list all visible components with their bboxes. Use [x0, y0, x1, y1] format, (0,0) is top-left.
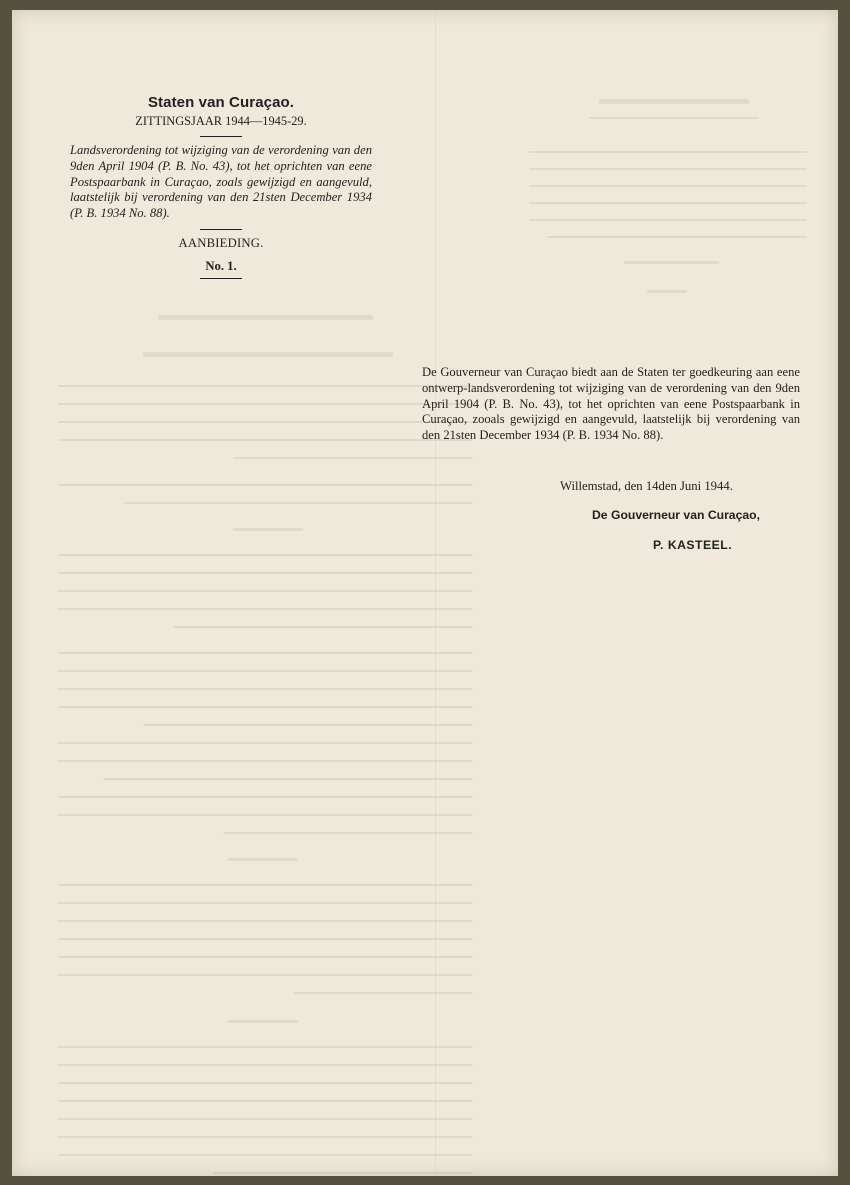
- signer-name: P. KASTEEL.: [653, 538, 733, 552]
- governor-title: De Gouverneur van Curaçao,: [592, 508, 760, 522]
- reverse-side-bleed-top: [527, 96, 807, 346]
- number-underline: [200, 278, 242, 279]
- offer-paragraph: De Gouverneur van Curaçao biedt aan de Staten ter goedkeuring aan eene ontwerp-landsverordening tot wijziging van de verordening van den 9den April 1904 (P. B. No. 43), tot het oprichten van eene Postspaarbank in Curaçao, zooals gewijzigd en aangevuld, laatstelijk bij verordening van den 21sten December 1934 (P. B. 1934 No. 88).: [422, 365, 800, 443]
- subject-divider: [200, 229, 242, 230]
- document-heading: [70, 94, 372, 279]
- heading-divider: [200, 136, 242, 137]
- document-title: Staten van Curaçao.: [147, 94, 295, 111]
- session-year: ZITTINGSJAAR 1944—1945-29.: [135, 114, 307, 128]
- offer-text-block: [422, 365, 800, 444]
- place-date: Willemstad, den 14den Juni 1944.: [560, 479, 733, 493]
- paper-crease: [435, 10, 436, 1176]
- offer-heading: AANBIEDING.: [178, 235, 264, 250]
- document-number: No. 1.: [205, 258, 237, 273]
- reverse-side-bleed-body: [58, 310, 473, 1110]
- ordinance-subject: Landsverordening tot wijziging van de verordening van den 9den April 1904 (P. B. No. 43), tot het oprichten van eene Postspaarbank in Curaçao, zoals gewijzigd en aangevuld, laatstelijk bij verordening van den 21sten December 1934 (P. B. 1934 No. 88).: [70, 143, 372, 221]
- document-page: [12, 10, 838, 1176]
